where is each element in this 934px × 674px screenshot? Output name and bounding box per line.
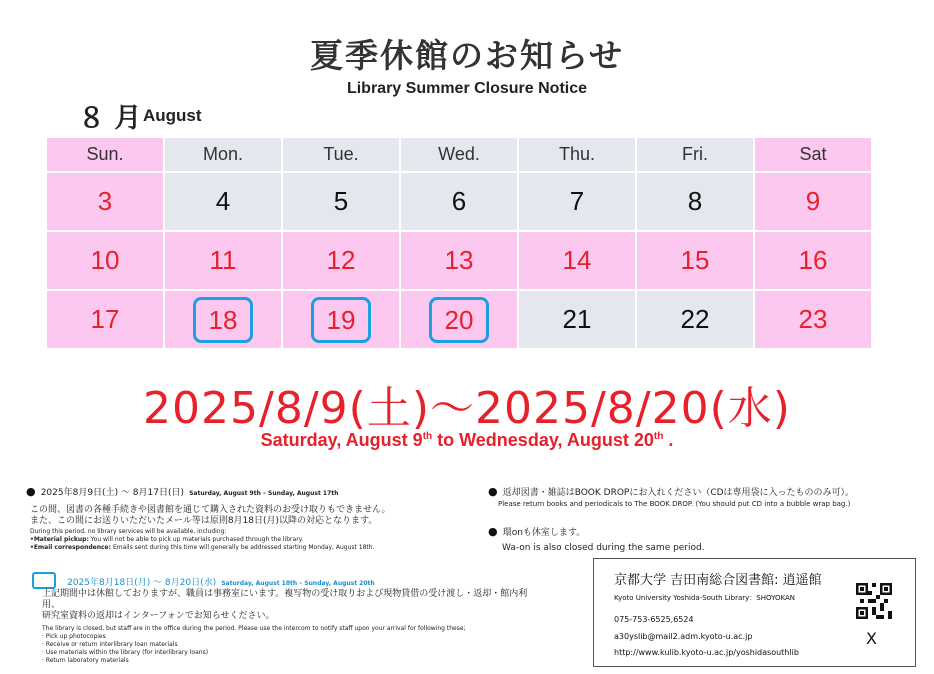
text: Emails sent during this time will generally be addressed starting Monday, August 18th. <box>111 544 375 551</box>
day-header-tue: Tue. <box>283 138 399 171</box>
section-staffed-period <box>32 570 532 665</box>
calendar-day: 5 <box>283 173 399 230</box>
x-label: X <box>866 629 877 648</box>
day-header-mon: Mon. <box>165 138 281 171</box>
section2-heading-en: Saturday, August 18th – Sunday, August 20th <box>221 580 375 587</box>
day-header-thu: Thu. <box>519 138 635 171</box>
calendar-day: 11 <box>165 232 281 289</box>
month-label-jp: ８ 月 <box>78 103 142 134</box>
calendar-day: 9 <box>755 173 871 230</box>
waon-en: Wa-on is also closed during the same period. <box>502 543 705 553</box>
range-en-period: . <box>663 430 674 450</box>
calendar-day: 17 <box>47 291 163 348</box>
closure-range-en <box>0 430 934 451</box>
section1-heading-en: Saturday, August 9th – Sunday, August 17th <box>189 490 339 497</box>
page-title: 夏季休館のお知らせ <box>309 36 624 75</box>
waon-notice <box>488 520 928 554</box>
list-item: · Use materials within the library (for interlibrary loans) <box>42 649 209 656</box>
calendar-header-row <box>47 138 871 171</box>
list-item: · Return laboratory materials <box>42 657 129 664</box>
bullet-icon: ● <box>488 485 498 498</box>
calendar-day: 15 <box>637 232 753 289</box>
calendar-day: 16 <box>755 232 871 289</box>
closure-range: 2025/8/9(土)～2025/8/20(水) <box>143 383 791 434</box>
calendar-day: 13 <box>401 232 517 289</box>
staffed-day-marker: 20 <box>429 297 489 343</box>
list-item: · Receive or return interlibrary loan materials <box>42 641 178 648</box>
calendar-day <box>401 291 517 348</box>
section1-email <box>30 544 476 552</box>
section1-text: During this period, no library services will be available, including: <box>30 528 227 535</box>
calendar-day <box>283 291 399 348</box>
section2-text: 上記期間中は休館しておりますが、職員は事務室にいます。複写物の受け取りおよび現物貸借の受け渡し・返却・館内利用、 <box>42 589 528 610</box>
book-drop-notice <box>488 480 928 510</box>
book-drop-en: Please return books and periodicals to The BOOK DROP. (You should put CD into a bubble wrap bag.) <box>498 500 851 508</box>
bullet-icon: ● <box>26 485 36 498</box>
calendar-day: 6 <box>401 173 517 230</box>
label: •Material pickup: <box>30 536 89 543</box>
section1-text: この間、図書の各種手続きや図書館を通じて購入された資料のお受け取りもできません。 <box>30 505 391 515</box>
calendar-day: 12 <box>283 232 399 289</box>
section1-pickup <box>30 536 476 544</box>
range-en-sup1: th <box>422 431 433 442</box>
calendar-week-2 <box>47 232 871 289</box>
calendar-day: 10 <box>47 232 163 289</box>
bullet-icon: ● <box>488 525 498 538</box>
range-en-sup2: th <box>653 431 664 442</box>
book-drop-jp: 返却図書・雑誌はBOOK DROPにお入れください（CDは専用袋に入ったもののみ可）。 <box>502 488 855 498</box>
website-link[interactable]: http://www.kulib.kyoto-u.ac.jp/yoshidasouthlib <box>614 648 799 657</box>
calendar-day: 8 <box>637 173 753 230</box>
section1-heading <box>26 480 476 499</box>
phone: 075-753-6525,6524 <box>614 615 694 624</box>
calendar-day: 7 <box>519 173 635 230</box>
calendar <box>45 136 873 350</box>
month-label-en: August <box>143 106 202 125</box>
calendar-day <box>165 291 281 348</box>
staffed-day-marker: 19 <box>311 297 371 343</box>
day-header-sun: Sun. <box>47 138 163 171</box>
range-en-start: Saturday, August 9 <box>260 430 423 450</box>
calendar-day: 4 <box>165 173 281 230</box>
calendar-day: 21 <box>519 291 635 348</box>
calendar-day: 3 <box>47 173 163 230</box>
box-icon <box>32 572 56 589</box>
section2-heading <box>32 570 532 589</box>
list-item: · Pick up photocopies <box>42 633 106 640</box>
calendar-day: 23 <box>755 291 871 348</box>
staffed-day-marker: 18 <box>193 297 253 343</box>
page-subtitle: Library Summer Closure Notice <box>346 80 588 97</box>
section2-text: The library is closed, but staff are in the office during the period. Please use the intercom to notify staff upon your arrival for following these; <box>42 625 466 632</box>
section-closed-period <box>26 480 476 552</box>
label: •Email correspondence: <box>30 544 112 551</box>
day-header-fri: Fri. <box>637 138 753 171</box>
waon-jp: 環onも休室します。 <box>502 528 586 538</box>
section1-text: また、この間にお送りいただいたメール等は原則8月18日(月)以降の対応となります。 <box>30 516 378 526</box>
qr-code <box>856 583 892 619</box>
calendar-week-3 <box>47 291 871 348</box>
calendar-day: 14 <box>519 232 635 289</box>
range-en-end: to Wednesday, August 20 <box>432 430 654 450</box>
library-name-en: Kyoto University Yoshida-South Library：SHOYOKAN <box>614 594 795 602</box>
section2-text: 研究室資料の返却はインターフォンでお知らせください。 <box>42 611 275 621</box>
text: You will not be able to pick up materials purchased through the library. <box>88 536 304 543</box>
section2-heading-jp: 2025年8月18日(月) ～ 8月20日(水) <box>67 578 217 588</box>
calendar-week-1 <box>47 173 871 230</box>
library-name-jp: 京都大学 吉田南総合図書館: 逍遥館 <box>614 573 822 588</box>
day-header-wed: Wed. <box>401 138 517 171</box>
email-link[interactable]: a30yslib@mail2.adm.kyoto-u.ac.jp <box>614 632 753 641</box>
calendar-day: 22 <box>637 291 753 348</box>
section1-heading-jp: 2025年8月9日(土) ～ 8月17日(日) <box>40 488 185 498</box>
day-header-sat: Sat <box>755 138 871 171</box>
